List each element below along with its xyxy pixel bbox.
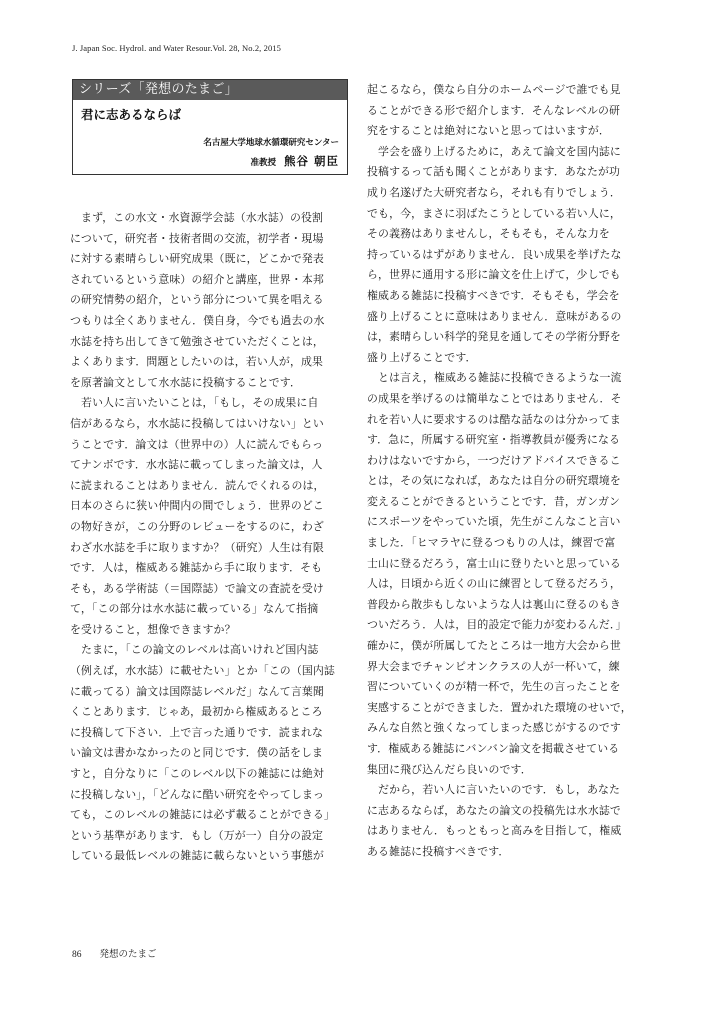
- text-line: にスポーツをやっていた頃，先生がこんなこと言い: [367, 515, 621, 529]
- text-line: ついだろう．人は，目的設定で能力が変わるんだ．」: [367, 618, 627, 632]
- text-line: ても，このレベルの雑誌には必ず載ることができる」: [70, 808, 335, 822]
- text-line: の研究情勢の紹介，という部分について異を唱える: [70, 293, 324, 307]
- text-line: つもりは全くありません．僕自身，今でも過去の水: [70, 313, 325, 327]
- text-line: ました．「ヒマラヤに登るつもりの人は，練習で富: [367, 536, 616, 550]
- page-footer: [72, 946, 157, 960]
- text-line: い論文は書かなかったのと同じです．僕の話をしま: [70, 746, 324, 760]
- text-line: 確かに，僕が所属してたところは一地方大会から世: [367, 639, 621, 653]
- text-line: の成果を挙げるのは簡単なことではありません．そ: [367, 391, 622, 405]
- text-line: について，研究者・技術者間の交流，初学者・現場: [70, 231, 324, 245]
- text-line: わけはないですから，一つだけアドバイスできるこ: [367, 453, 621, 467]
- text-line: 若い人に言いたいことは，「もし，その成果に自: [70, 396, 319, 410]
- text-line: されているという意味）の紹介と講座，世界・本邦: [70, 272, 324, 286]
- text-line: 変えることができるということです．昔，ガンガン: [367, 494, 621, 508]
- text-line: 持っているはずがありません．良い成果を挙げたな: [367, 247, 622, 261]
- text-line: 習についていくのが精一杯で，先生の言ったことを: [367, 680, 621, 694]
- text-line: 実感することができました．置かれた環境のせいで，: [367, 700, 632, 714]
- series-label: シリーズ「発想のたまご」: [73, 80, 347, 100]
- text-line: 集団に飛び込んだら良いのです．: [367, 762, 532, 776]
- title-box: [72, 79, 348, 175]
- text-line: 起こるなら，僕なら自分のホームページで誰でも見: [367, 83, 621, 96]
- text-line: はありません．もっともっと高みを目指して，権威: [367, 824, 622, 838]
- text-line: 学会を盛り上げるために，あえて論文を国内誌に: [367, 144, 621, 158]
- footer-series-name: 発想のたまご: [99, 950, 157, 960]
- text-line: です．人は，権威ある雑誌から手に取ります．そも: [70, 561, 323, 575]
- text-line: に投稿して下さい．上で言った通りです．読まれな: [70, 725, 324, 739]
- text-line: の物好きが，この分野のレビューをするのに，わざ: [70, 519, 324, 533]
- text-line: している最低レベルの雑誌に載らないという事態が: [70, 849, 324, 863]
- text-line: という基準があります．もし（万が一）自分の設定: [70, 828, 324, 842]
- text-line: 水誌を持ち出してきて勉強させていただくことは，: [70, 334, 324, 348]
- page-number: 86: [72, 950, 82, 960]
- text-line: ら，世界に通用する形に論文を仕上げて，少しでも: [367, 268, 621, 282]
- text-line: す．急に，所属する研究室・指導教員が優秀になる: [367, 433, 621, 447]
- text-line: わざ水水誌を手に取りますか？（研究）人生は有限: [70, 540, 324, 554]
- left-text-column: [70, 208, 349, 867]
- text-line: うことです．論文は（世界中の）人に読んでもらっ: [70, 437, 324, 451]
- text-line: みんな自然と強くなってしまった感じがするのです: [367, 721, 621, 735]
- text-line: 士山に登るだろう，富士山に登りたいと思っている: [367, 556, 621, 570]
- text-line: 盛り上げることに意味はありません．意味があるの: [367, 309, 622, 323]
- text-line: すと，自分なりに「このレベル以下の雑誌には絶対: [70, 767, 324, 781]
- text-line: その義務はありませんし，そもそも，そんな力を: [367, 227, 610, 241]
- right-text-column: [367, 80, 646, 863]
- text-line: 信があるなら，水水誌に投稿してはいけない」とい: [70, 416, 324, 430]
- text-line: ある雑誌に投稿すべきです．: [367, 844, 510, 858]
- text-line: （例えば，水水誌）に載せたい」とか「この（国内誌: [70, 664, 335, 678]
- journal-header: J. Japan Soc. Hydrol. and Water Resour.Vol. 28, No.2, 2015: [72, 43, 282, 53]
- text-line: そも，ある学術誌（＝国際誌）で論文の査読を受け: [70, 581, 324, 595]
- text-line: 普段から散歩もしないような人は裏山に登るのもき: [367, 597, 621, 611]
- text-line: だから，若い人に言いたいのです．もし，あなた: [367, 783, 621, 797]
- text-line: 投稿するって話も聞くことがあります．あなたが功: [367, 165, 621, 179]
- text-line: 人は，日頃から近くの山に練習として登るだろう，: [367, 577, 621, 591]
- text-line: は，素晴らしい科学的発見を通してその学術分野を: [367, 330, 621, 344]
- text-line: てナンボです．水水誌に載ってしまった論文は，人: [70, 458, 323, 472]
- text-line: に載ってる）論文は国際誌レベルだ」なんて言葉聞: [70, 684, 324, 698]
- text-line: れを若い人に要求するのは酷な話なのは分かってま: [367, 412, 621, 426]
- text-line: に読まれることはありません．読んでくれるのは，: [70, 478, 325, 492]
- text-line: て，「この部分は水水誌に載っている」なんて指摘: [70, 602, 319, 616]
- text-line: す．権威ある雑誌にバンバン論文を掲載させている: [367, 742, 620, 755]
- text-line: 成り名遂げた大研究者なら，それも有りでしょう．: [367, 185, 621, 199]
- text-line: に投稿しない」，「どんなに酷い研究をやってしまっ: [70, 787, 325, 801]
- article-title: 君に志あるならば: [81, 107, 182, 122]
- text-line: 盛り上げることです．: [367, 350, 477, 364]
- text-line: よくあります．問題としたいのは，若い人が，成果: [70, 355, 324, 369]
- author-position: 准教授: [250, 158, 276, 168]
- text-line: 日本のさらに狭い仲間内の間でしょう．世界のどこ: [70, 499, 324, 513]
- text-line: 界大会までチャンピオンクラスの人が一杯いて，練: [367, 659, 620, 673]
- author-name: 熊谷 朝臣: [283, 154, 339, 168]
- text-line: を受けること，想像できますか？: [70, 622, 236, 636]
- text-line: とは言え，権威ある雑誌に投稿できるような一流: [367, 371, 622, 385]
- text-line: たまに，「この論文のレベルは高いけれど国内誌: [70, 643, 319, 657]
- text-line: に志あるならば，あなたの論文の投稿先は水水誌で: [367, 803, 621, 817]
- text-line: とは，その気になれば，あなたは自分の研究環境を: [367, 474, 621, 488]
- author-affiliation: 名古屋大学地球水循環研究センター: [203, 138, 339, 148]
- text-line: に対する素晴らしい研究成果（既に，どこかで発表: [70, 252, 324, 266]
- author-line: [250, 153, 339, 169]
- text-line: ることができる形で紹介します．そんなレベルの研: [367, 103, 621, 117]
- text-line: を原著論文として水水誌に投稿することです．: [70, 375, 301, 389]
- text-line: まず，この水文・水資源学会誌（水水誌）の役割: [70, 211, 324, 224]
- text-line: くことあります．じゃあ，最初から権威あるところ: [70, 705, 323, 719]
- text-line: 究をすることは絶対にないと思ってはいますが．: [367, 124, 610, 138]
- text-line: 権威ある雑誌に投稿すべきです．そもそも，学会を: [367, 288, 620, 302]
- text-line: でも，今，まさに羽ばたこうとしている若い人に，: [367, 206, 621, 220]
